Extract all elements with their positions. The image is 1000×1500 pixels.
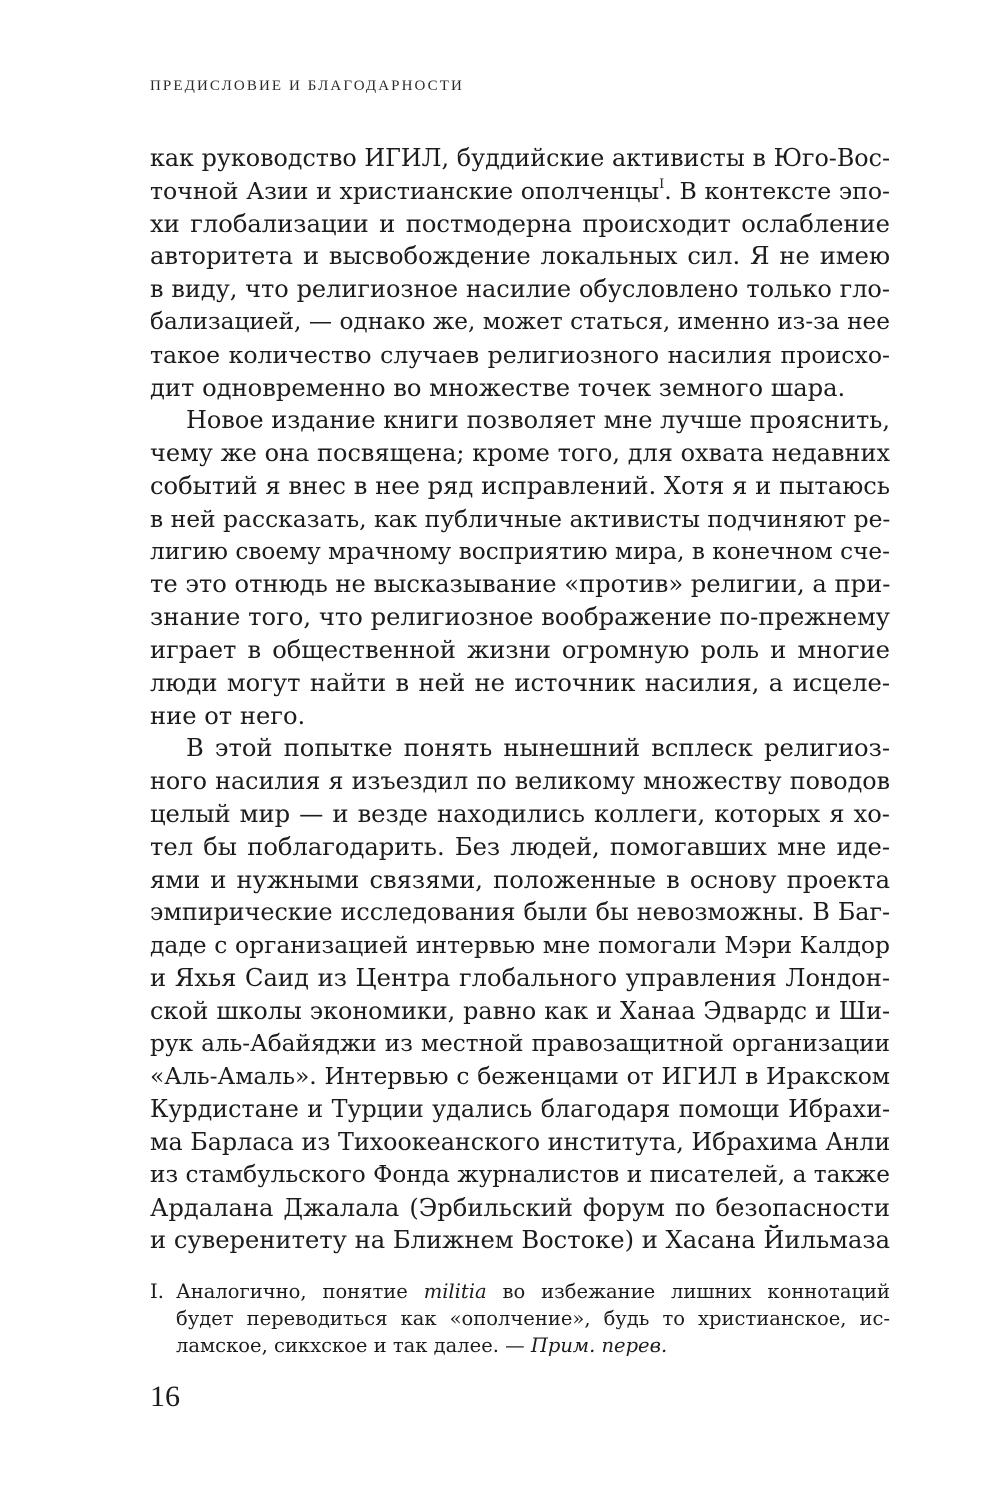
text-line: ями и нужными связями, положенные в основу проекта	[150, 865, 890, 894]
page-number: 16	[150, 1380, 180, 1413]
text-line: хи глобализации и постмодерна происходит ослабление	[150, 209, 890, 238]
text-segment: ламское, сикхское и так далее. —	[176, 1334, 531, 1357]
text-line: эмпирические исследования были бы невозможны. В Баг-	[150, 898, 890, 927]
running-head: ПРЕДИСЛОВИЕ И БЛАГОДАРНОСТИ	[150, 78, 464, 94]
text-line: Ардалана Джалала (Эрбильский форум по безопасности	[150, 1193, 890, 1222]
text-line: тел бы поблагодарить. Без людей, помогавших мне иде-	[150, 832, 890, 861]
text-segment: . В контексте эпо-	[664, 176, 890, 205]
text-line: ма Барласа из Тихоокеанского института, Ибрахима Анли	[150, 1127, 891, 1156]
body-text	[150, 142, 890, 1257]
text-line: лигию своему мрачному восприятию мира, в конечном сче-	[150, 537, 890, 565]
text-line: в ней рассказать, как публичные активисты подчиняют ре-	[150, 504, 891, 533]
footnote-term: militia	[423, 1280, 487, 1303]
footnote-line	[150, 1278, 890, 1305]
footnote-line	[150, 1332, 890, 1359]
text-line: ние от него.	[150, 701, 306, 730]
text-line: ного насилия я изъездил по великому множеству поводов	[150, 767, 890, 796]
text-line: целый мир — и везде находились коллеги, которых я хо-	[150, 799, 890, 828]
text-line: в виду, что религиозное насилие обусловлено только гло-	[150, 275, 890, 304]
translator-note: Прим. перев.	[530, 1334, 668, 1357]
text-line: чему же она посвящена; кроме того, для охвата недавних	[150, 439, 890, 468]
text-line: Курдистане и Турции удались благодаря помощи Ибрахи-	[150, 1095, 890, 1124]
text-line: «Аль-Амаль». Интервью с беженцами от ИГИЛ в Иракском	[150, 1062, 890, 1091]
text-line: даде с организацией интервью мне помогали Мэри Калдор	[150, 931, 890, 960]
footnote-reference[interactable]: I	[659, 176, 665, 192]
text-line: бализацией, — однако же, может статься, именно из-за нее	[150, 307, 890, 335]
text-segment: точной Азии и христианские ополченцы	[150, 176, 660, 205]
text-line: из стамбульского Фонда журналистов и писателей, а также	[150, 1160, 890, 1188]
text-line: люди могут найти в ней не источник насилия, а исцеле-	[150, 668, 890, 697]
text-line: рук аль-Абайяджи из местной правозащитной организации	[150, 1029, 890, 1057]
footnote	[150, 1278, 890, 1359]
text-line: и Яхья Саид из Центра глобального управления Лондон-	[150, 963, 890, 992]
text-line: как руководство ИГИЛ, буддийские активисты в Юго-Вос-	[150, 144, 890, 172]
text-line: такое количество случаев религиозного насилия происхо-	[150, 340, 890, 369]
text-line: событий я внес в нее ряд исправлений. Хотя я и пытаюсь	[150, 471, 890, 500]
text-line: играет в общественной жизни огромную роль и многие	[150, 635, 890, 664]
text-line: Новое издание книги позволяет мне лучше прояснить,	[186, 406, 890, 435]
text-line: знание того, что религиозное воображение по-прежнему	[150, 603, 890, 632]
text-segment: Аналогично, понятие	[176, 1280, 424, 1303]
footnote-marker: I.	[150, 1280, 164, 1303]
text-line: дит одновременно во множестве точек земного шара.	[150, 373, 846, 402]
text-line: те это отнюдь не высказывание «против» религии, а при-	[150, 570, 891, 599]
text-segment: во избежание лишних коннотаций	[486, 1280, 890, 1303]
text-line: ской школы экономики, равно как и Ханаа Эдвардс и Ши-	[150, 996, 890, 1025]
text-line: и суверенитету на Ближнем Востоке) и Хасана Йильмаза	[150, 1226, 890, 1255]
footnote-line: будет переводиться как «ополчение», будь то христианское, ис-	[176, 1307, 890, 1330]
text-line: авторитета и высвобождение локальных сил. Я не имею	[150, 242, 890, 271]
text-line	[150, 175, 890, 208]
text-line: В этой попытке понять нынешний всплеск религиоз-	[186, 734, 890, 763]
